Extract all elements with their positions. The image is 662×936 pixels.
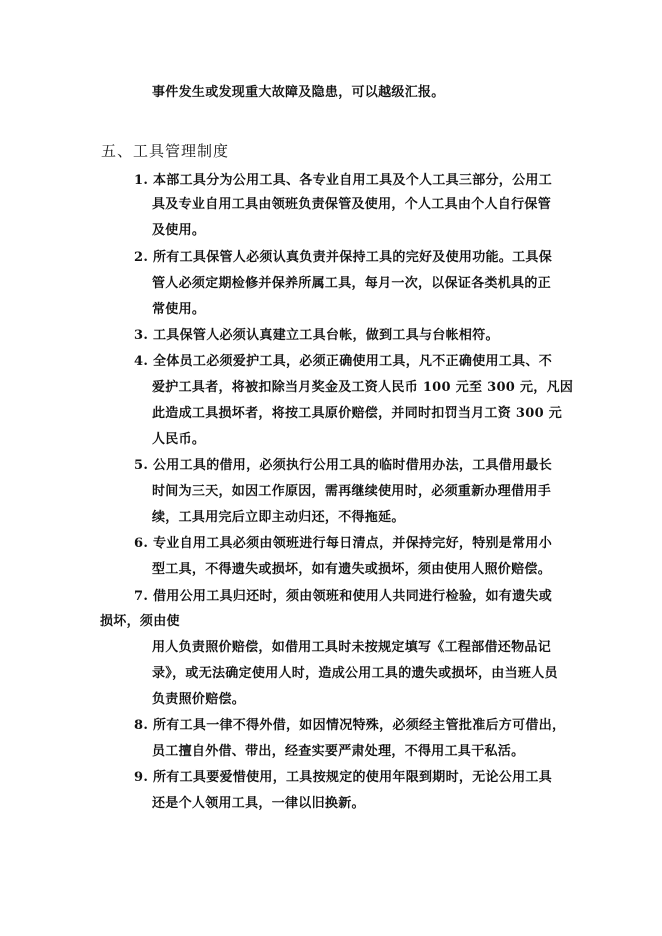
list-item-line: 型工具，不得遗失或损坏，如有遗失或损坏，须由使用人照价赔偿。 — [152, 562, 552, 577]
list-item-line: 时间为三天，如因工作原因，需再继续使用时，必须重新办理借用手 — [152, 484, 552, 499]
list-item-line: 员工擅自外借、带出，经查实要严肃处理，不得用工具干私活。 — [152, 744, 525, 759]
list-item-line: 还是个人领用工具，一律以旧换新。 — [152, 796, 365, 811]
list-item-line: 用人负责照价赔偿，如借用工具时未按规定填写《工程部借还物品记 — [152, 640, 552, 655]
list-item-line: 7. 借用公用工具归还时，须由领班和使用人共同进行检验，如有遗失或 — [134, 589, 552, 604]
list-item-line: 1. 本部工具分为公用工具、各专业自用工具及个人工具三部分，公用工 — [134, 173, 552, 188]
intro-line: 事件发生或发现重大故障及隐患，可以越级汇报。 — [152, 85, 445, 100]
list-item-line: 具及专业自用工具由领班负责保管及使用，个人工具由个人自行保管 — [152, 197, 552, 212]
list-item-line: 录》，或无法确定使用人时，造成公用工具的遗失或损坏，由当班人员 — [152, 666, 558, 681]
list-item-line: 管人必须定期检修并保养所属工具，每月一次，以保证各类机具的正 — [152, 276, 552, 291]
list-item-line: 8. 所有工具一律不得外借，如因情况特殊，必须经主管批准后方可借出， — [134, 718, 566, 733]
list-item-line: 6. 专业自用工具必须由领班进行每日清点，并保持完好，特别是常用小 — [134, 536, 552, 551]
list-item-line: 损坏，须由使 — [100, 614, 180, 629]
list-item-line: 爱护工具者，将被扣除当月奖金及工资人民币 100 元至 300 元，凡因 — [152, 380, 574, 395]
list-item-line: 续，工具用完后立即主动归还，不得拖延。 — [152, 510, 405, 525]
list-item-line: 2. 所有工具保管人必须认真负责并保持工具的完好及使用功能。工具保 — [134, 250, 552, 265]
section-heading: 五、工具管理制度 — [101, 142, 230, 160]
list-item-line: 5. 公用工具的借用，必须执行公用工具的临时借用办法，工具借用最长 — [134, 458, 552, 473]
list-item-line: 4. 全体员工必须爱护工具，必须正确使用工具，凡不正确使用工具、不 — [134, 354, 552, 369]
list-item-line: 此造成工具损坏者，将按工具原价赔偿，并同时扣罚当月工资 300 元 — [152, 406, 563, 421]
list-item-line: 及使用。 — [152, 223, 206, 238]
list-item-line: 负责照价赔偿。 — [152, 692, 246, 707]
list-item-line: 常使用。 — [152, 302, 206, 317]
list-item-line: 3. 工具保管人必须认真建立工具台帐，做到工具与台帐相符。 — [134, 328, 499, 343]
list-item-line: 9. 所有工具要爱惜使用，工具按规定的使用年限到期时，无论公用工具 — [134, 770, 552, 785]
list-item-line: 人民币。 — [152, 432, 206, 447]
